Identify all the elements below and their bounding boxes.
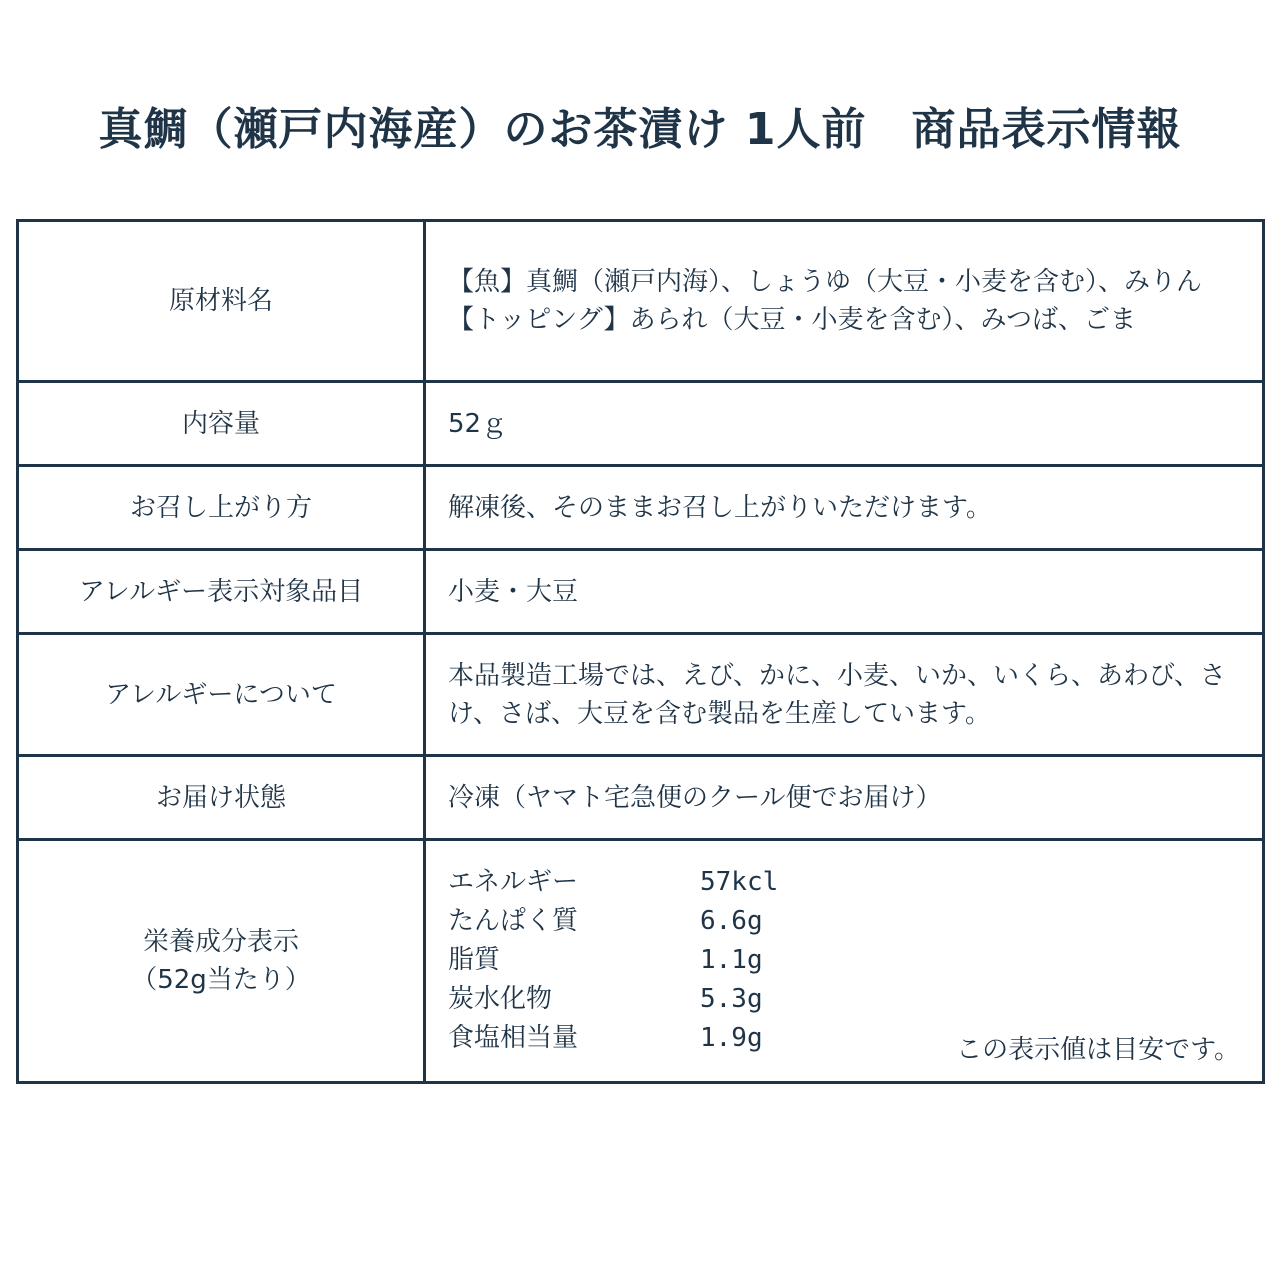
- table-row-allergens: [18, 550, 1264, 634]
- nutrition-item: [448, 980, 778, 1019]
- how-to-eat-label: お召し上がり方: [18, 466, 425, 550]
- table-row-allergy-note: [18, 634, 1264, 756]
- table-row-content: [18, 382, 1264, 466]
- allergy-note-label: アレルギーについて: [18, 634, 425, 756]
- table-row-how-to-eat: [18, 466, 1264, 550]
- nutrition-panel: [426, 841, 1262, 1081]
- nutrition-value-cell: [425, 840, 1264, 1083]
- delivery-label: お届け状態: [18, 756, 425, 840]
- nutrition-label-line2: （52g当たり）: [131, 965, 311, 995]
- nutrition-item-name: エネルギー: [448, 867, 579, 897]
- nutrition-disclaimer: この表示値は目安です。: [956, 1035, 1240, 1065]
- ingredients-label: 原材料名: [18, 221, 425, 382]
- content-label: 内容量: [18, 382, 425, 466]
- nutrition-item-value: 57kcl: [700, 867, 779, 897]
- allergens-value: 小麦・大豆: [425, 550, 1264, 634]
- nutrition-item-value: 1.9g: [700, 1023, 763, 1053]
- nutrition-item-name: 食塩相当量: [448, 1023, 579, 1053]
- page-title: 真鯛（瀬戸内海産）のお茶漬け 1人前 商品表示情報: [98, 104, 1182, 155]
- product-info-table: [16, 219, 1265, 1084]
- allergens-label: アレルギー表示対象品目: [18, 550, 425, 634]
- nutrition-item: [448, 902, 778, 941]
- nutrition-item-value: 6.6g: [700, 906, 763, 936]
- nutrition-item: [448, 1019, 778, 1058]
- table-row-nutrition: [18, 840, 1264, 1083]
- allergy-note-value: 本品製造工場では、えび、かに、小麦、いか、いくら、あわび、さけ、さば、大豆を含む製品を生産しています。: [425, 634, 1264, 756]
- nutrition-item-name: 脂質: [448, 945, 501, 975]
- ingredients-value: 【魚】真鯛（瀬戸内海）、しょうゆ（大豆・小麦を含む）、みりん【トッピング】あられ（大豆・小麦を含む）、みつば、ごま: [425, 221, 1264, 382]
- nutrition-item: [448, 863, 778, 902]
- how-to-eat-value: 解凍後、そのままお召し上がりいただけます。: [425, 466, 1264, 550]
- nutrition-item-name: たんぱく質: [448, 906, 579, 936]
- nutrition-item-value: 5.3g: [700, 984, 763, 1014]
- content-value: 52ｇ: [425, 382, 1264, 466]
- delivery-value: 冷凍（ヤマト宅急便のクール便でお届け）: [425, 756, 1264, 840]
- nutrition-item-name: 炭水化物: [448, 984, 553, 1014]
- nutrition-item: [448, 941, 778, 980]
- table-row-ingredients: [18, 221, 1264, 382]
- nutrition-item-value: 1.1g: [700, 945, 763, 975]
- table-row-delivery: [18, 756, 1264, 840]
- nutrition-label-line1: 栄養成分表示: [142, 927, 299, 957]
- nutrition-label: [18, 840, 425, 1083]
- nutrition-list: [448, 863, 778, 1058]
